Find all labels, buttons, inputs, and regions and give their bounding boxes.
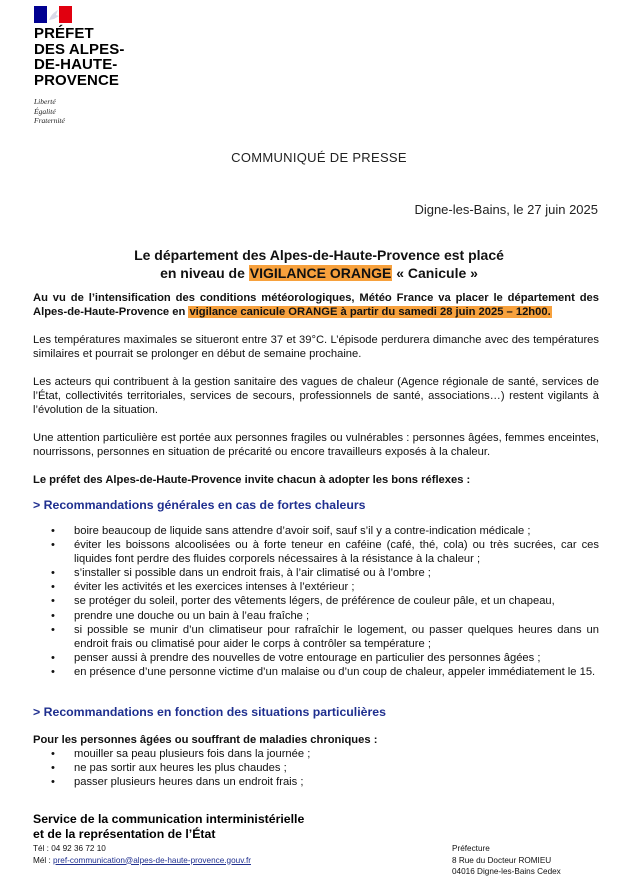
paragraph-temperatures: Les températures maximales se situeront entre 37 et 39°C. L’épisode perdurera dimanche avec des températures similaires et pourrait se prolonger en début de semaine prochaine. bbox=[33, 334, 599, 360]
section-specific-title: > Recommandations en fonction des situations particulières bbox=[33, 705, 386, 719]
list-item: • mouiller sa peau plusieurs fois dans la journée ; bbox=[51, 748, 311, 760]
vigilance-orange-highlight: VIGILANCE ORANGE bbox=[249, 265, 392, 281]
footer-service-title: Service de la communication interministérielle et de la représentation de l’État bbox=[33, 812, 305, 841]
reflexes-intro: Le préfet des Alpes-de-Haute-Provence invite chacun à adopter les bons réflexes : bbox=[33, 474, 471, 486]
intro-highlight: vigilance canicule ORANGE à partir du samedi 28 juin 2025 – 12h00. bbox=[189, 306, 551, 318]
section-general-title: > Recommandations générales en cas de fortes chaleurs bbox=[33, 498, 366, 512]
elderly-recommendations-list bbox=[33, 747, 599, 789]
headline-line1: Le département des Alpes-de-Haute-Provence est placé bbox=[134, 247, 504, 263]
list-item: • se protéger du soleil, porter des vêtements légers, de préférence de couleur pâle, et un chapeau, bbox=[51, 595, 555, 608]
general-recommendations-list bbox=[33, 524, 599, 679]
headline bbox=[0, 246, 638, 282]
footer-address: Préfecture 8 Rue du Docteur ROMIEU 04016 Digne-les-Bains Cedex bbox=[452, 844, 561, 876]
list-item: • prendre une douche ou un bain à l’eau fraîche ; bbox=[51, 609, 310, 622]
intro-paragraph: Au vu de l’intensification des conditions météorologiques, Météo France va placer le département des Alpes-de-Haute-Provence en vigilance canicule ORANGE à partir du samedi 28 juin 2025 – 12h00. bbox=[33, 292, 599, 318]
paragraph-vulnerable: Une attention particulière est portée aux personnes fragiles ou vulnérables : personnes âgées, femmes enceintes, nourrissons, personnes en situation de précarité ou encore travailleurs exposés à la chaleur. bbox=[33, 432, 599, 458]
prefecture-name: PRÉFET DES ALPES- DE-HAUTE- PROVENCE bbox=[34, 25, 125, 89]
list-item: • passer plusieurs heures dans un endroit frais ; bbox=[51, 776, 304, 789]
list-item: • en présence d’une personne victime d’un malaise ou d’un coup de chaleur, appeler immédiatement le 15. bbox=[51, 665, 596, 678]
list-item: • ne pas sortir aux heures les plus chaudes ; bbox=[51, 762, 287, 775]
list-item: • boire beaucoup de liquide sans attendre d’avoir soif, sauf s’il y a contre-indication médicale ; bbox=[51, 525, 531, 537]
list-item: • penser aussi à prendre des nouvelles de votre entourage en particulier des personnes âgées ; bbox=[51, 651, 541, 664]
list-item: • s’installer si possible dans un endroit frais, à l’air climatisé ou à l’ombre ; bbox=[51, 567, 431, 580]
marianne-flag-logo bbox=[34, 6, 72, 23]
republic-motto: Liberté Égalité Fraternité bbox=[34, 97, 65, 125]
list-item: • si possible se munir d’un climatiseur pour rafraîchir le logement, ou passer quelques heures dans un endroit frais ou climatisé pour aider le corps à contrôler sa température ; bbox=[51, 623, 599, 650]
headline-line2: en niveau de VIGILANCE ORANGE « Canicule » bbox=[160, 265, 478, 281]
list-item: • éviter les boissons alcoolisées ou à forte teneur en caféine (café, thé, cola) ou très sucrées, car ces liquides font perdre des fluides corporels nécessaires à la résistance à la chaleur ; bbox=[51, 539, 599, 566]
dateline: Digne-les-Bains, le 27 juin 2025 bbox=[414, 202, 598, 217]
list-item: • éviter les activités et les exercices intenses à l’extérieur ; bbox=[51, 581, 355, 594]
footer-mail: Mél : pref-communication@alpes-de-haute-provence.gouv.fr bbox=[33, 855, 251, 865]
footer-contact bbox=[33, 843, 251, 866]
section-specific-subtitle: Pour les personnes âgées ou souffrant de maladies chroniques : bbox=[33, 734, 378, 746]
document-type: COMMUNIQUÉ DE PRESSE bbox=[231, 150, 407, 165]
mail-link[interactable]: pref-communication@alpes-de-haute-provence.gouv.fr bbox=[53, 855, 251, 865]
paragraph-actors: Les acteurs qui contribuent à la gestion sanitaire des vagues de chaleur (Agence régionale de santé, services de l’État, collectivités territoriales, services de secours, professionnels de santé, associations…) restent vigilants à l’évolution de la situation. bbox=[33, 376, 599, 416]
footer-phone: Tél : 04 92 36 72 10 bbox=[33, 844, 106, 853]
